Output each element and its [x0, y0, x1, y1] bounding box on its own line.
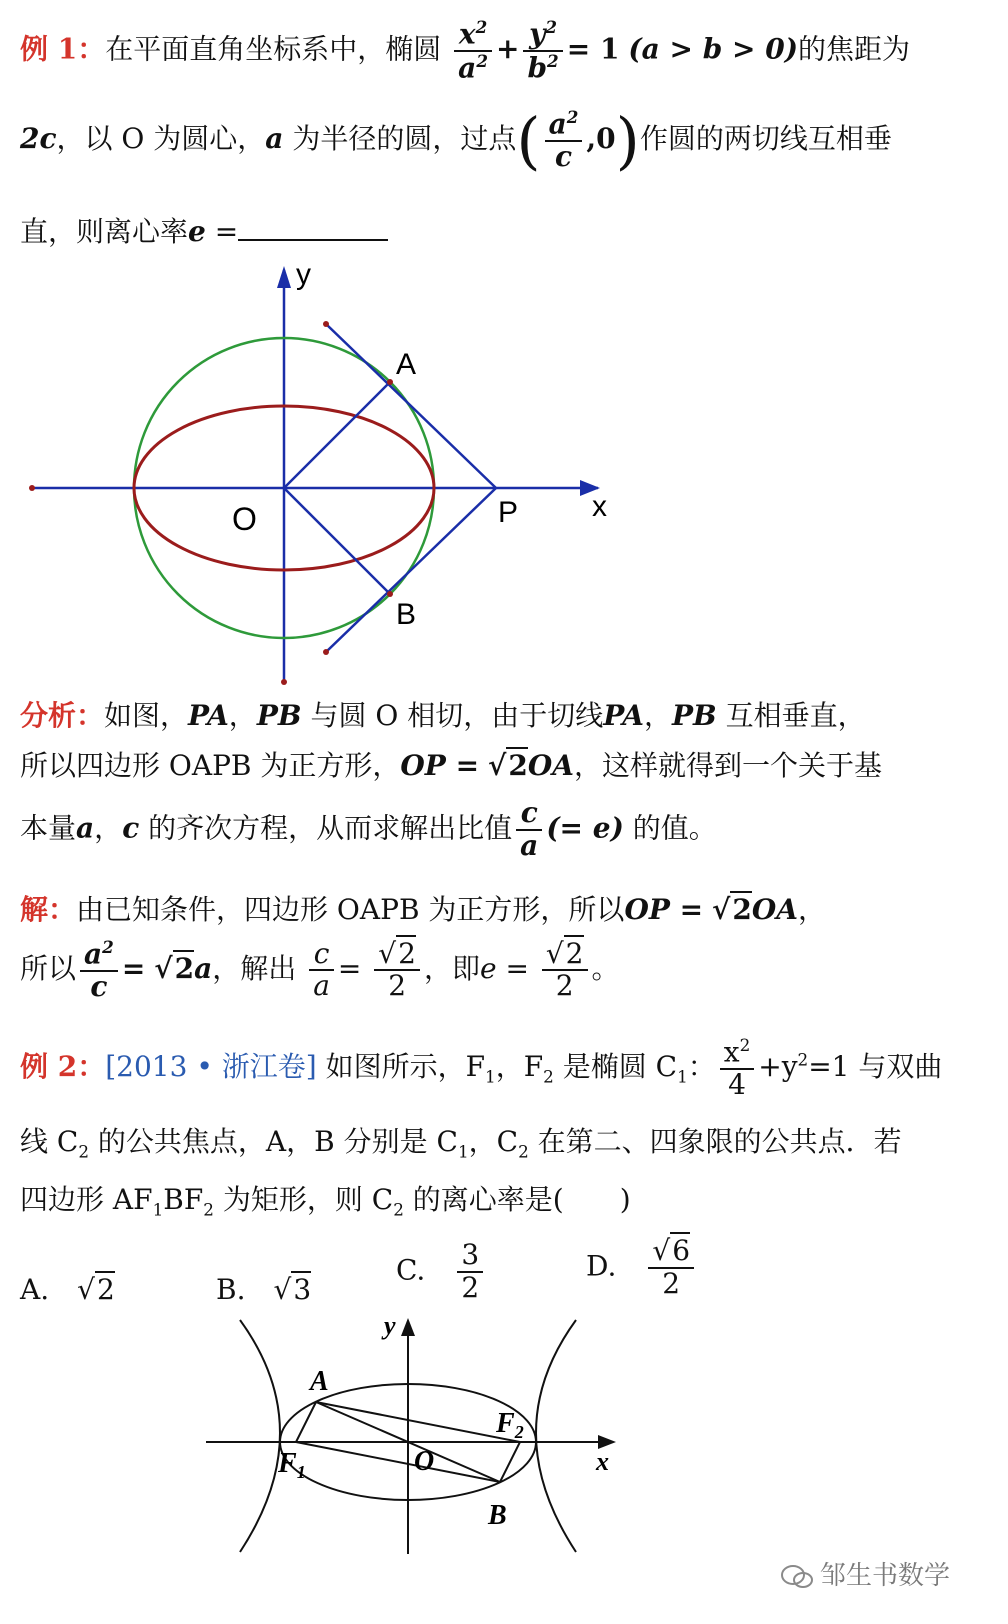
- ex1-text-e: 直，则离心率: [20, 215, 189, 248]
- ex1-eq: =: [205, 215, 239, 248]
- label-x: x: [592, 490, 607, 523]
- ex1-text-a: 在平面直角坐标系中，椭圆: [105, 32, 442, 66]
- option-b[interactable]: B. √3: [216, 1273, 312, 1306]
- option-c[interactable]: C. $\frac{3}{2}$: [396, 1240, 487, 1304]
- label-o-2: O: [414, 1446, 435, 1477]
- ellipse-rhs: = 1: [566, 32, 620, 66]
- label-y: y: [296, 258, 311, 291]
- y-axis-arrow: [277, 266, 291, 288]
- analysis-colon: ：: [76, 699, 105, 732]
- point-dot: [323, 649, 329, 655]
- radius-ob: [284, 488, 390, 594]
- point-dot: [281, 679, 287, 685]
- x2-over-4: $\frac{x^2}{4}$: [720, 1036, 754, 1101]
- label-p: P: [498, 496, 519, 529]
- ex2-line2: 线 $C_2$ 的公共焦点，A，B 分别是 $C_1$，$C_2$ 在第二、四象限的公共点．若: [20, 1125, 902, 1162]
- label-a-2: A: [310, 1366, 329, 1397]
- ex1-text-c: ，以 O 为圆心，: [56, 122, 266, 155]
- hyperbola-left-branch: [240, 1320, 280, 1552]
- solution-line2: 所以 $\frac{a^2}{c}$ = √2a，解出 $\frac{c}{a}$ = $\frac{√2}{2}$ ，即e = $\frac{√2}{2}$ 。: [20, 936, 620, 1004]
- answer-blank: [238, 215, 388, 241]
- ellipse-term-x: $\frac{x^2}{a^2}$: [454, 18, 492, 84]
- ex1-text-d: 作圆的两切线互相垂: [639, 122, 892, 155]
- ex2-source: [2013 • 浙江卷]: [105, 1049, 317, 1083]
- point-dot: [387, 591, 393, 597]
- analysis-label: 分析: [20, 699, 77, 732]
- radius-oa: [284, 382, 390, 488]
- wechat-icon: [780, 1564, 814, 1590]
- ex1-line3: [20, 210, 388, 250]
- ex2-line1: 例 2：[2013 • 浙江卷] 如图所示，$F_1$，$F_2$ 是椭圆 $C_1$： $\frac{x^2}{4}$ $+y^2=1$ 与双曲: [20, 1035, 943, 1102]
- watermark: [780, 1555, 950, 1592]
- solution-label: 解: [20, 893, 49, 926]
- ex1-e: e: [188, 215, 206, 248]
- label-o: O: [232, 501, 257, 537]
- frac-a2-over-c: $\frac{a^2}{c}$: [80, 938, 118, 1003]
- ellipse-cond: (a > b > 0): [628, 32, 798, 66]
- frac-root2-over-2: $\frac{√2}{2}$: [374, 939, 420, 1003]
- option-a[interactable]: A. √2: [20, 1273, 115, 1306]
- ex2-line3: 四边形 $AF_1BF_2$ 为矩形，则 $C_2$ 的离心率是( ): [20, 1183, 631, 1220]
- focal-2c: 2c: [20, 122, 57, 155]
- y-axis-arrow-2: [401, 1318, 415, 1336]
- ellipse-term-y: $\frac{y^2}{b^2}$: [523, 18, 562, 84]
- ex1-text-b: 的焦距为: [797, 32, 910, 66]
- analysis-line2: 所以四边形 OAPB 为正方形，OP = √2OA，这样就得到一个关于基: [20, 749, 882, 782]
- ex1-line2: 2c，以 O 为圆心，a 为半径的圆，过点( $\frac{a^2}{c}$ ,0)作圆的两切线互相垂: [20, 104, 892, 177]
- frac-c-over-a: $\frac{c}{a}$: [309, 939, 334, 1003]
- label-x-2: x: [596, 1447, 609, 1476]
- point-dot: [323, 321, 329, 327]
- point-x-frac: $\frac{a^2}{c}$: [545, 108, 583, 173]
- ex1-label: 例 1：: [20, 32, 106, 66]
- label-b-2: B: [488, 1500, 507, 1531]
- solution-line1: 解：由已知条件，四边形 OAPB 为正方形，所以OP = √2OA，: [20, 893, 827, 926]
- ex1-radius-a: a: [265, 122, 284, 155]
- analysis-line3: 本量a，c 的齐次方程，从而求解出比值 $\frac{c}{a}$ (= e) 的值。: [20, 796, 717, 862]
- figure-1: [20, 258, 640, 688]
- point-dot: [29, 485, 35, 491]
- analysis-line1: 分析：如图，PA，PB 与圆 O 相切，由于切线PA，PB 互相垂直，: [20, 699, 866, 732]
- label-y-2: y: [384, 1311, 396, 1340]
- ex1-text-c3: 为半径的圆，过点: [283, 122, 517, 155]
- label-a: A: [396, 348, 417, 381]
- watermark-text: 邹生书数学: [819, 1561, 950, 1591]
- point-dot: [387, 379, 393, 385]
- label-b: B: [396, 598, 417, 631]
- frac-e-value: $\frac{√2}{2}$: [542, 939, 588, 1003]
- point-y: ,0: [586, 122, 616, 155]
- ex1-line1: 例 1：在平面直角坐标系中，椭圆 $\frac{x^2}{a^2}$ + $\frac{y^2}{b^2}$ = 1 (a > b > 0)的焦距为: [20, 17, 910, 85]
- label-f1: $F_1$: [278, 1448, 306, 1482]
- ratio-c-over-a: $\frac{c}{a}$: [516, 798, 542, 862]
- option-d[interactable]: D. $\frac{√6}{2}$: [586, 1236, 698, 1300]
- figure-2: [200, 1310, 630, 1560]
- label-f2: $F_2$: [496, 1408, 524, 1442]
- ex2-label: 例 2：: [20, 1049, 106, 1083]
- hyperbola-right-branch: [536, 1320, 576, 1552]
